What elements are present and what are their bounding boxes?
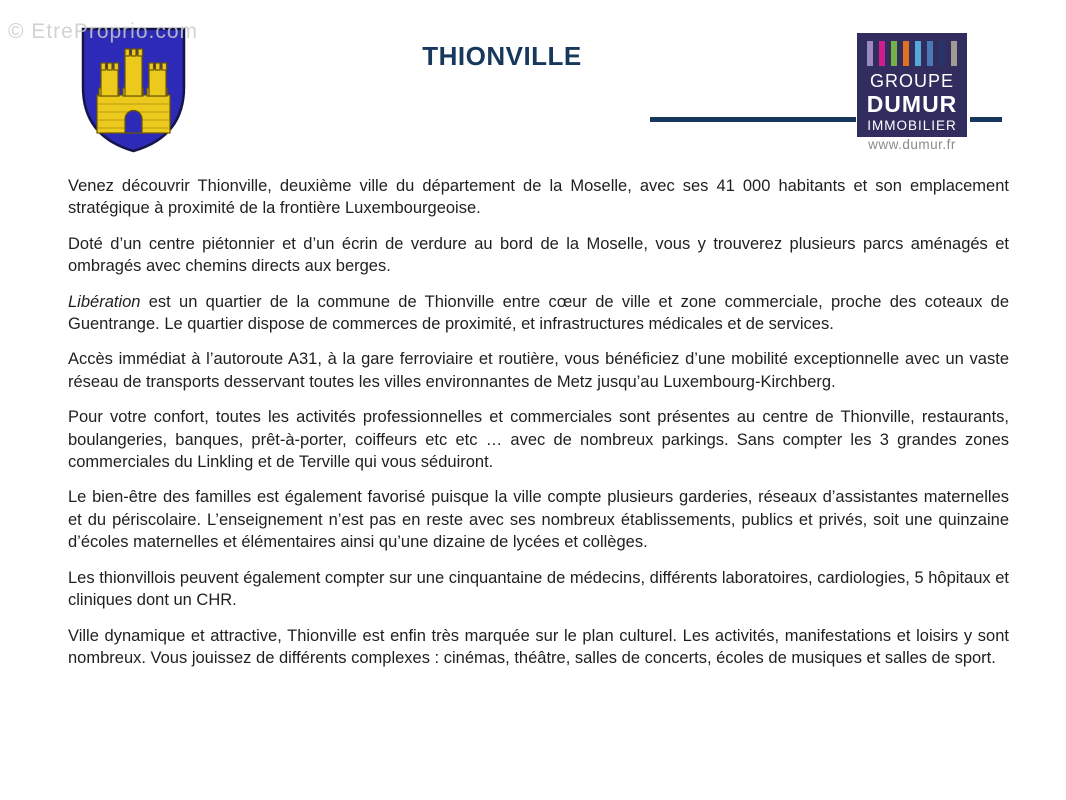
page-title: THIONVILLE [422,41,582,71]
header-rule-left [650,117,856,122]
logo-groupe-label: GROUPE [869,71,954,91]
body-paragraphs [68,175,1009,682]
logo-bar [939,41,945,66]
paragraph: Doté d’un centre piétonnier et d’un écrin de verdure au bord de la Moselle, vous y trouverez plusieurs parcs aménagés et ombragés avec chemins directs aux berges. [68,234,1009,276]
logo-bar [915,41,921,66]
paragraph: Ville dynamique et attractive, Thionville est enfin très marquée sur le plan culturel. Les activités, manifestations et loisirs y sont nombreux. Vous jouissez de différents complexes : cinémas, théâtre, salles de concerts, écoles de musiques et salles de sport. [68,626,1009,667]
paragraph: Pour votre confort, toutes les activités professionnelles et commerciales sont présentes au centre de Thionville, restaurants, boulangeries, banques, prêt-à-porter, coiffeurs etc etc … avec de nombreux parkings. Sans compter les 3 grandes zones commerciales du Linkling et de Terville qui vous séduiront. [68,408,1009,472]
logo-bar [903,41,909,66]
logo-bar [951,41,957,66]
paragraph: Les thionvillois peuvent également compter sur une cinquantaine de médecins, différents laboratoires, cardiologies, 5 hôpitaux et cliniques dont un CHR. [68,568,1009,610]
logo-immobilier-label: IMMOBILIER [867,118,957,133]
logo-bar [879,41,885,66]
logo-bar [927,41,933,66]
logo-dumur-label: DUMUR [866,91,958,117]
logo-color-bars-icon [867,41,957,66]
paragraph: Le bien-être des familles est également favorisé puisque la ville compte plusieurs garderies, réseaux d’assistantes maternelles et du périscolaire. L’enseignement n’est pas en reste avec ses nombreux établissements, publics et privés, soit une quinzaine d’écoles maternelles et élémentaires ainsi qu’une dizaine de lycées et collèges. [68,488,1009,552]
groupe-dumur-logo [857,33,967,137]
logo-bar [891,41,897,66]
paragraph: Libération est un quartier de la commune de Thionville entre cœur de ville et zone commerciale, proche des coteaux de Guentrange. Le quartier dispose de commerces de proximité, et infrastructures médicales et de services. [68,292,1009,334]
thionville-coat-of-arms-icon [77,25,190,155]
paragraph: Venez découvrir Thionville, deuxième ville du département de la Moselle, avec ses 41 000 habitants et son emplacement stratégique à proximité de la frontière Luxembourgeoise. [68,177,1009,218]
watermark: © EtreProprio.com [8,20,199,43]
paragraph: Accès immédiat à l’autoroute A31, à la gare ferroviaire et routière, vous bénéficiez d’une mobilité exceptionnelle avec un vaste réseau de transports desservant toutes les villes environnantes de Metz jusqu’au Luxembourg-Kirchberg. [68,350,1009,391]
website-link[interactable]: www.dumur.fr [868,137,956,152]
paragraph-lead-italic: Libération [68,292,141,311]
logo-bar [867,41,873,66]
header-rule-right [970,117,1002,122]
